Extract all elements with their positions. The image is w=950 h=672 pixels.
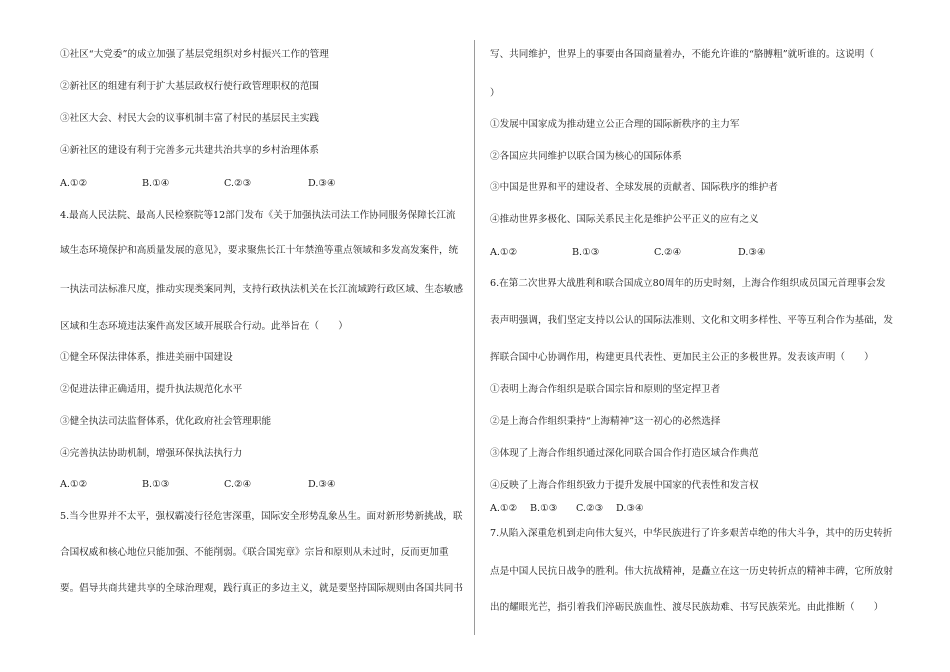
q5-option-2: ②各国应共同维护以联合国为核心的国际体系 [490,151,682,162]
q4-option-4: ④完善执法协助机制，增强环保执法执行力 [60,448,243,459]
q3-option-2: ②新社区的组建有利于扩大基层政权行使行政管理职权的范围 [60,81,320,92]
q6-option-2: ②是上海合作组织秉持“上海精神”这一初心的必然选择 [490,416,721,427]
q3-option-1: ①社区“大党委”的成立加强了基层党组织对乡村振兴工作的管理 [60,49,329,60]
q6-option-1: ①表明上海合作组织是联合国宗旨和原则的坚定捍卫者 [490,384,721,395]
q6-stem-line-1: 6.在第二次世界大战胜利和联合国成立80周年的历史时刻，上海合作组织成员国元首理事会发 [490,278,886,289]
q5-option-4: ④推动世界多极化、国际关系民主化是维护公平正义的应有之义 [490,214,759,225]
q4-option-1: ①健全环保法律体系，推进美丽中国建设 [60,352,233,363]
q4-choice-b: B.①③ [142,479,170,490]
q3-choice-a: A.①② [60,178,88,189]
q5-stem-line-1: 5.当今世界并不太平，强权霸凌行径危害深重，国际安全形势乱象丛生。面对新形势新挑战，联 [60,511,463,522]
q7-stem-line-3: 出的耀眼光芒，指引着我们淬砺民族血性、渡尽民族劫难、书写民族荣光。由此推断（ ） [490,602,884,613]
q4-stem-line-1: 4.最高人民法院、最高人民检察院等12部门发布《关于加强执法司法工作协同服务保障长江流 [60,210,456,221]
q5-option-1: ①发展中国家成为推动建立公正合理的国际新秩序的主力军 [490,119,740,130]
q5-stem-cont-line-2: ） [490,88,500,99]
q5-choice-d: D.③④ [738,247,766,258]
q6-option-3: ③体现了上海合作组织通过深化同联合国合作打造区域合作典范 [490,448,759,459]
q4-stem-line-3: 一执法司法标准尺度，推动实现类案同判，支持行政执法机关在长江流域跨行政区域、生态敏感 [60,284,463,295]
q6-option-4: ④反映了上海合作组织致力于提升发展中国家的代表性和发言权 [490,480,759,491]
q4-option-2: ②促进法律正确适用，提升执法规范化水平 [60,384,243,395]
q6-choice-a: A.①② [490,503,518,514]
q3-choice-d: D.③④ [308,178,336,189]
q4-choice-a: A.①② [60,479,88,490]
q6-choice-d: D.③④ [616,503,644,514]
q6-choice-c: C.②③ [576,503,604,514]
q3-choice-b: B.①④ [142,178,170,189]
q3-option-3: ③社区大会、村民大会的议事机制丰富了村民的基层民主实践 [60,113,320,124]
q4-stem-line-4: 区域和生态环境违法案件高发区域开展联合行动。此举旨在（ ） [60,321,348,332]
column-divider [474,40,475,635]
q4-stem-line-2: 域生态环境保护和高质量发展的意见》，要求聚焦长江十年禁渔等重点领域和多发高发案件，统 [60,245,459,256]
q6-stem-line-3: 挥联合国中心协调作用，构建更具代表性、更加民主公正的多极世界。发表该声明（ ） [490,352,874,363]
q7-stem-line-1: 7.从陷入深重危机到走向伟大复兴，中华民族进行了许多艰苦卓绝的伟大斗争，其中的历史转折 [490,528,893,539]
q5-stem-cont-line-1: 写、共同维护，世界上的事要由各国商量着办，不能允许谁的“胳膊粗”就听谁的。这说明（ [490,49,874,60]
q5-stem-line-2: 合国权威和核心地位只能加强、不能削弱。《联合国宪章》宗旨和原则从未过时，反而更加重 [60,547,449,558]
q6-choice-b: B.①③ [530,503,558,514]
q5-choice-c: C.②④ [654,247,682,258]
q5-choice-b: B.①③ [572,247,600,258]
q4-choice-d: D.③④ [308,479,336,490]
q5-choice-a: A.①② [490,247,518,258]
q7-stem-line-2: 点是中国人民抗日战争的胜利。伟大抗战精神，是矗立在这一历史转折点的精神丰碑，它所放射 [490,566,893,577]
q3-choice-c: C.②③ [224,178,252,189]
q4-option-3: ③健全执法司法监督体系，优化政府社会管理职能 [60,416,272,427]
q4-choice-c: C.②④ [224,479,252,490]
q3-option-4: ④新社区的建设有利于完善多元共建共治共享的乡村治理体系 [60,145,320,156]
q6-stem-line-2: 表声明强调，我们坚定支持以公认的国际法准则、文化和文明多样性、平等互利合作为基础，发 [490,315,893,326]
q5-stem-line-3: 要。倡导共商共建共享的全球治理观，践行真正的多边主义，就是要坚持国际规则由各国共同书 [60,583,463,594]
q5-option-3: ③中国是世界和平的建设者、全球发展的贡献者、国际秩序的维护者 [490,182,778,193]
